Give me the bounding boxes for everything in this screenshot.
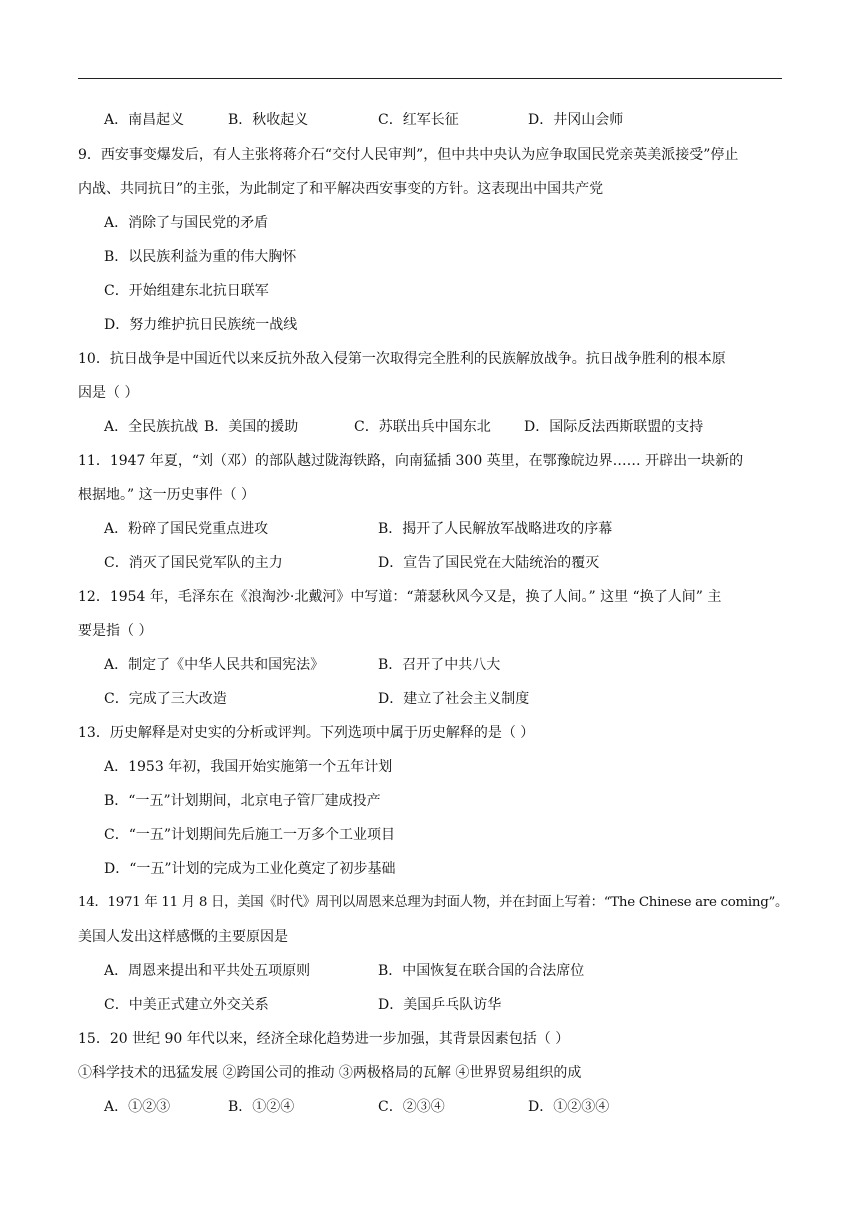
q10-option-c[interactable]: C．苏联出兵中国东北 xyxy=(354,419,491,435)
q15-option-b[interactable]: B．①②④ xyxy=(228,1099,295,1115)
q14-option-b[interactable]: B．中国恢复在联合国的合法席位 xyxy=(378,963,585,979)
q13-stem: 13．历史解释是对史实的分析或评判。下列选项中属于历史解释的是（ ） xyxy=(78,725,535,741)
header-rule xyxy=(78,78,782,79)
q15-option-a[interactable]: A．①②③ xyxy=(104,1099,171,1115)
q10-option-b[interactable]: B．美国的援助 xyxy=(204,419,299,435)
q8-option-c[interactable]: C．红军长征 xyxy=(378,112,459,128)
q9-stem-line2: 内战、共同抗日”的主张，为此制定了和平解决西安事变的方针。这表现出中国共产党 xyxy=(78,181,604,197)
q10-stem-line2: 因是（ ） xyxy=(78,385,139,401)
q13-option-c[interactable]: C．“一五”计划期间先后施工一万多个工业项目 xyxy=(104,827,396,843)
q9-stem-line1: 9．西安事变爆发后，有人主张将蒋介石“交付人民审判”，但中共中央认为应争取国民党亲英美派接受”停止 xyxy=(78,147,739,163)
q15-option-c[interactable]: C．②③④ xyxy=(378,1099,445,1115)
q8-option-b[interactable]: B．秋收起义 xyxy=(228,112,309,128)
q14-option-c[interactable]: C．中美正式建立外交关系 xyxy=(104,997,269,1013)
q9-option-a[interactable]: A．消除了与国民党的矛盾 xyxy=(104,215,269,231)
q8-option-d[interactable]: D．井冈山会师 xyxy=(528,112,624,128)
q11-option-b[interactable]: B．揭开了人民解放军战略进攻的序幕 xyxy=(378,521,613,537)
q11-stem-line1: 11．1947 年夏，“刘（邓）的部队越过陇海铁路，向南猛插 300 英里，在鄂豫皖边界…… 开辟出一块新的 xyxy=(78,453,744,469)
q15-stem: 15．20 世纪 90 年代以来，经济全球化趋势进一步加强，其背景因素包括（ ） xyxy=(78,1031,570,1047)
q14-stem-line2: 美国人发出这样感慨的主要原因是 xyxy=(78,929,288,945)
q12-option-c[interactable]: C．完成了三大改造 xyxy=(104,691,227,707)
q8-option-a[interactable]: A．南昌起义 xyxy=(104,112,185,128)
q14-stem-line1: 14．1971 年 11 月 8 日，美国《时代》周刊以周恩来总理为封面人物，并在封面上写着：“The Chinese are coming”。 xyxy=(78,895,789,910)
q14-option-a[interactable]: A．周恩来提出和平共处五项原则 xyxy=(104,963,311,979)
q10-option-a[interactable]: A．全民族抗战 xyxy=(104,419,199,435)
q11-option-c[interactable]: C．消灭了国民党军队的主力 xyxy=(104,555,283,571)
q9-option-c[interactable]: C．开始组建东北抗日联军 xyxy=(104,283,269,299)
q11-option-a[interactable]: A．粉碎了国民党重点进攻 xyxy=(104,521,269,537)
q13-option-a[interactable]: A．1953 年初，我国开始实施第一个五年计划 xyxy=(104,759,393,775)
q15-option-d[interactable]: D．①②③④ xyxy=(528,1099,610,1115)
q12-option-a[interactable]: A．制定了《中华人民共和国宪法》 xyxy=(104,657,325,673)
q13-option-b[interactable]: B．“一五”计划期间，北京电子管厂建成投产 xyxy=(104,793,381,809)
q12-option-b[interactable]: B．召开了中共八大 xyxy=(378,657,501,673)
q11-stem-line2: 根据地。” 这一历史事件（ ） xyxy=(78,487,256,503)
q14-option-d[interactable]: D．美国乒乓队访华 xyxy=(378,997,502,1013)
q10-stem-line1: 10．抗日战争是中国近代以来反抗外敌入侵第一次取得完全胜利的民族解放战争。抗日战争胜利的根本原 xyxy=(78,351,726,367)
q11-option-d[interactable]: D．宣告了国民党在大陆统治的覆灭 xyxy=(378,555,600,571)
q12-stem-line1: 12．1954 年，毛泽东在《浪淘沙·北戴河》中写道：“萧瑟秋风今又是，换了人间。” 这里 “换了人间” 主 xyxy=(78,589,722,605)
q12-option-d[interactable]: D．建立了社会主义制度 xyxy=(378,691,530,707)
q15-statements: ①科学技术的迅猛发展 ②跨国公司的推动 ③两极格局的瓦解 ④世界贸易组织的成 xyxy=(78,1065,582,1081)
q10-option-d[interactable]: D．国际反法西斯联盟的支持 xyxy=(524,419,704,435)
q13-option-d[interactable]: D．“一五”计划的完成为工业化奠定了初步基础 xyxy=(104,861,396,877)
q9-option-d[interactable]: D．努力维护抗日民族统一战线 xyxy=(104,317,298,333)
q12-stem-line2: 要是指（ ） xyxy=(78,623,153,639)
q9-option-b[interactable]: B．以民族利益为重的伟大胸怀 xyxy=(104,249,297,265)
